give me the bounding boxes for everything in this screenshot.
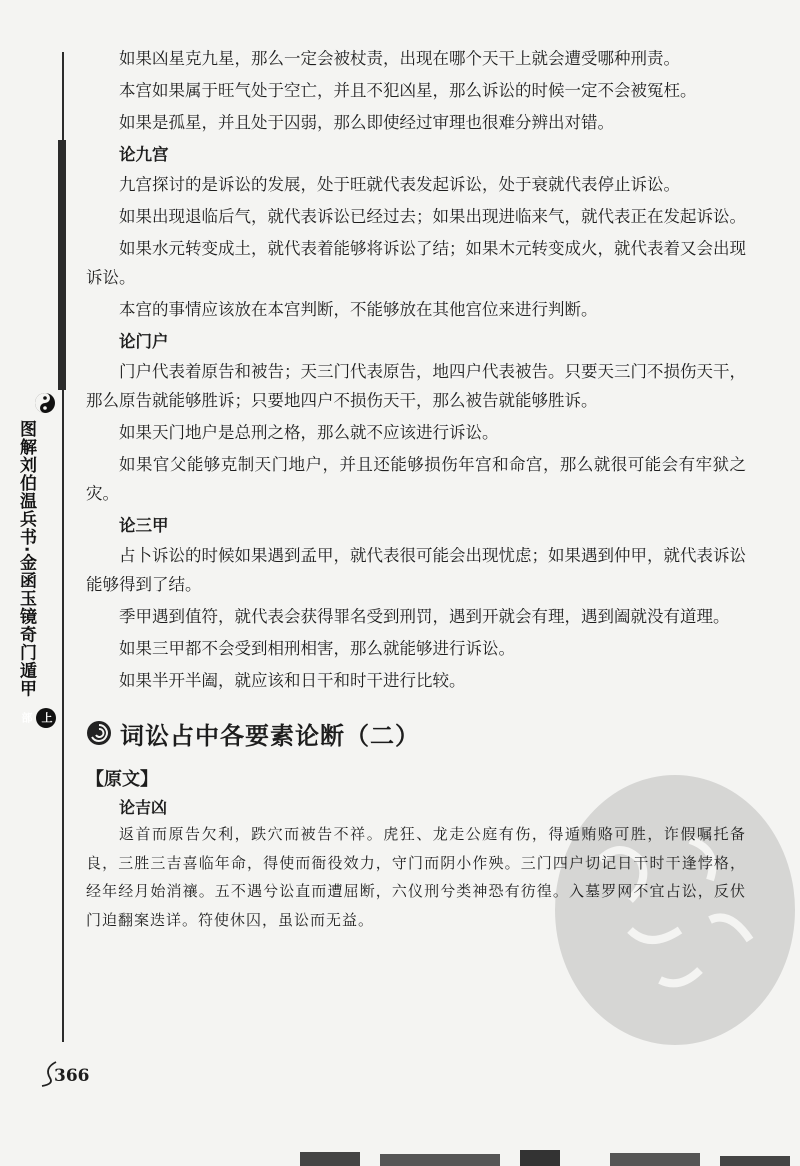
swirl-icon — [86, 720, 112, 746]
paragraph: 本宫的事情应该放在本宫判断，不能够放在其他宫位来进行判断。 — [119, 300, 598, 319]
paragraph: 本宫如果属于旺气处于空亡，并且不犯凶星，那么诉讼的时候一定不会被冤枉。 — [119, 81, 697, 100]
paragraph: 如果官父能够克制天门地户，并且还能够损伤年宫和命宫，那么就很可能会有牢狱之灾。 — [86, 455, 746, 503]
paragraph: 如果水元转变成土，就代表着能够将诉讼了结；如果木元转变成火，就代表着又会出现诉讼。 — [86, 239, 746, 287]
paragraph: 如果天门地户是总刑之格，那么就不应该进行诉讼。 — [119, 423, 499, 442]
subheading-sanjia: 论三甲 — [119, 516, 169, 535]
volume-badge: 上部 — [36, 708, 56, 728]
paragraph: 门户代表着原告和被告；天三门代表原告，地四户代表被告。只要天三门不损伤天干，那么原告就能够胜诉；只要地四户不损伤天干，那么被告就能够胜诉。 — [86, 362, 746, 410]
bottom-scan-strip — [0, 1148, 800, 1166]
chapter-heading — [86, 711, 746, 755]
original-text-label: 【原文】 — [86, 769, 158, 790]
subheading-menhu: 论门户 — [119, 332, 169, 351]
original-subtitle: 论吉凶 — [119, 798, 168, 817]
sidebar-book-title — [16, 420, 56, 732]
page-number: 366 — [54, 1066, 90, 1086]
paragraph: 占卜诉讼的时候如果遇到孟甲，就代表很可能会出现忧虑；如果遇到仲甲，就代表诉讼能够得到了结。 — [86, 546, 746, 594]
paragraph: 如果是孤星，并且处于囚弱，那么即使经过审理也很难分辨出对错。 — [119, 113, 614, 132]
page-content — [86, 44, 746, 934]
subheading-jiugong: 论九宫 — [119, 145, 169, 164]
paragraph: 如果半开半阖，就应该和日干和时干进行比较。 — [119, 671, 466, 690]
page-spine-bar — [58, 140, 66, 390]
paragraph: 季甲遇到值符，就代表会获得罪名受到刑罚，遇到开就会有理，遇到阖就没有道理。 — [119, 607, 730, 626]
original-text: 返首而原告欠利，跌穴而被告不祥。虎狂、龙走公庭有伤，得遁贿赂可胜，诈假嘱托备良，三胜三吉喜临年命，得使而衙役效力，守门而阴小作殃。三门四户切记日干时干逢悖格，经年经月始消禳。五不遇兮讼直而遭屈断，六仪刑兮类神恐有彷徨。入墓罗网不宜占讼，反伏门迫翻案迭详。符使休囚，虽讼而无益。 — [86, 825, 746, 929]
chapter-title: 词讼占中各要素论断（二） — [120, 721, 420, 750]
paragraph: 如果凶星克九星，那么一定会被杖责，出现在哪个天干上就会遭受哪种刑责。 — [119, 49, 680, 68]
paragraph: 九宫探讨的是诉讼的发展，处于旺就代表发起诉讼，处于衰就代表停止诉讼。 — [119, 175, 680, 194]
paragraph: 如果三甲都不会受到相刑相害，那么就能够进行诉讼。 — [119, 639, 515, 658]
book-title-text: 图解刘伯温兵书·金函玉镜奇门遁甲 — [16, 420, 36, 698]
yin-yang-icon — [34, 392, 56, 414]
paragraph: 如果出现退临后气，就代表诉讼已经过去；如果出现进临来气，就代表正在发起诉讼。 — [119, 207, 746, 226]
